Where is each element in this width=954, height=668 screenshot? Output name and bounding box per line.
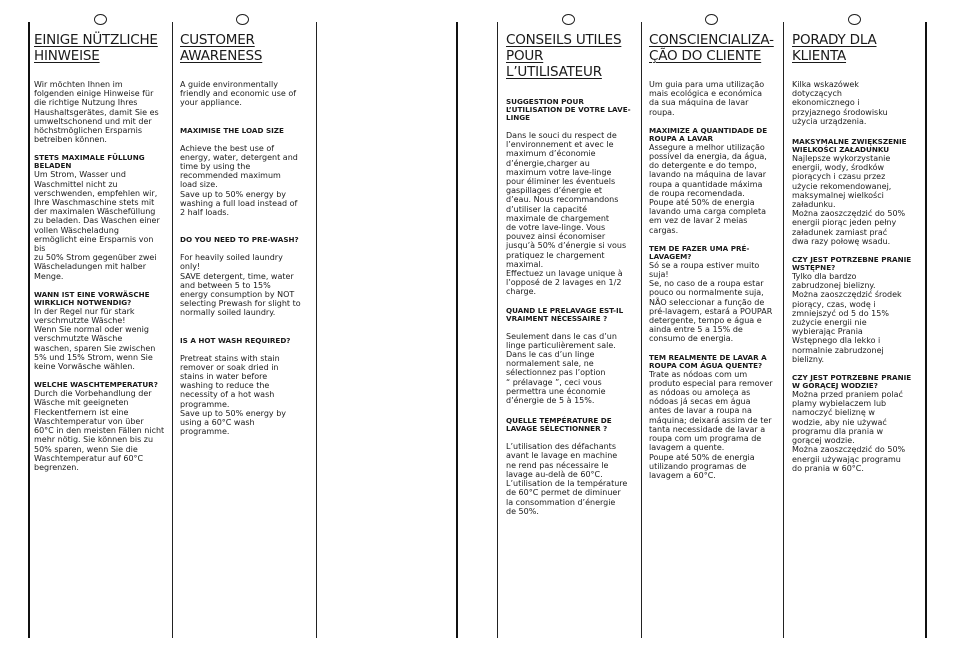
section-text: Só se a roupa estiver muito suja! Se, no caso de a roupa estar pouco ou normalmente suja, NÃO seleccionar a função de pré-lavagem, estará a POUPAR detergente, tempo e água e ainda entre 5 a 15% de consumo de energia.	[649, 260, 773, 344]
section-text: For heavily soiled laundry only! SAVE detergent, time, water and between 5 to 15% energy consumption by NOT selecting Prewash for slight to normally soiled laundry.	[180, 253, 301, 318]
section-heading: MAKSYMALNE ZWIĘKSZENIE WIELKOŚCI ZAŁADUNKU	[792, 137, 907, 155]
section-text: Assegure a melhor utilização possível da energia, da água, do detergente e do tempo, lavando na máquina de lavar roupa a quantidade máxima de roupa recomendada. Poupe até 50% de energia lavando uma carga completa em vez de lavar 2 meias cargas.	[649, 142, 767, 235]
section-heading: QUAND LE PRELAVAGE EST-IL VRAIMENT NÉCESSAIRE ?	[506, 305, 624, 323]
section-heading: MAXIMIZE A QUANTIDADE DE ROUPA A LAVAR	[649, 125, 768, 143]
column-rule	[316, 22, 317, 638]
column-rule	[28, 22, 30, 638]
section-heading: WELCHE WASCHTEMPERATUR?	[34, 380, 158, 390]
column-portuguese	[649, 14, 781, 490]
section-heading: TEM REALMENTE DE LAVAR A ROUPA COM ÁGUA QUENTE?	[649, 352, 767, 370]
column-rule	[925, 22, 927, 638]
section-heading: CZY JEST POTRZEBNE PRANIE W GORĄCEJ WODZIE?	[792, 373, 912, 391]
column-rule	[783, 22, 784, 638]
section-text: Durch die Vorbehandlung der Wäsche mit geeigneten Fleckentfernern ist eine Waschtemperatur von über 60°C in den meisten Fällen nicht mehr nötig. Sie können bis zu 50% sparen, wenn Sie die Waschtemperatur auf 60°C begrenzen.	[34, 389, 165, 472]
section-text: In der Regel nur für stark verschmutzte Wäsche! Wenn Sie normal oder wenig verschmutzte Wäsche waschen, sparen Sie zwischen 5% und 15% Strom, wenn Sie keine Vorwäsche wählen.	[34, 306, 156, 372]
column-title: CONSCIENCIALIZA- ÇÃO DO CLIENTE	[649, 32, 774, 64]
section-text: Najlepsze wykorzystanie energii, wody, środków piorących i czasu przez użycie rekomendowanej, maksymalnej wielkości załadunku. Można zaoszczędzić do 50% energii piorąc jeden pełny załadunek zamiast prać dwa razy połowę wsadu.	[792, 154, 906, 246]
intro-text: Kilka wskazówek dotyczących ekonomicznego i przyjaznego środowisku użycia urządzenia.	[792, 80, 888, 126]
section-text: Dans le souci du respect de l’environnement et avec le maximum d’économie d’énergie,charger au maximum votre lave-linge pour éliminer les éventuels gaspillages d’énergie et d’eau. Nous recommandons d’utiliser la capacité maximale de chargement de votre lave-linge. Vous pouvez ainsi économiser jusqu’à 50% d’énergie si vous pratiquez le chargement maximal. Effectuez un lavage unique à l’opposé de 2 lavages en 1/2 charge.	[506, 131, 627, 297]
section-text: Trate as nódoas com um produto especial para remover as nódoas ou amoleça as nódoas já secas em água antes de lavar a roupa na máquina; deixará assim de ter tanta necessidade de lavar a roupa com um programa de lavagem a quente. Poupe até 50% de energia utilizando programas de lavagem a 60°C.	[649, 369, 773, 480]
intro-text: A guide environmentally friendly and economic use of your appliance.	[180, 80, 297, 108]
section-heading: STETS MAXIMALE FÜLLUNG BELADEN	[34, 153, 145, 171]
column-english	[180, 14, 310, 446]
column-rule	[172, 22, 173, 638]
language-flag-circle-icon	[705, 14, 718, 25]
language-flag-circle-icon	[94, 14, 107, 25]
section-heading: TEM DE FAZER UMA PRÉ- LAVAGEM?	[649, 243, 750, 261]
section-text: Um Strom, Wasser und Waschmittel nicht zu verschwenden, empfehlen wir, Ihre Waschmaschine stets mit der maximalen Wäschefüllung zu beladen. Das Waschen einer vollen Wäscheladung ermöglicht eine Ersparnis von bis zu 50% Strom gegenüber zwei Wäscheladungen mit halber Menge.	[34, 170, 160, 281]
section-heading: CZY JEST POTRZEBNE PRANIE WSTĘPNE?	[792, 255, 912, 273]
section-heading: WANN IST EINE VORWÄSCHE WIRKLICH NOTWENDIG?	[34, 289, 150, 307]
column-title: EINIGE NÜTZLICHE HINWEISE	[34, 32, 158, 64]
section-heading: SUGGESTION POUR L’UTILISATION DE VOTRE LAVE- LINGE	[506, 97, 631, 122]
section-text: Seulement dans le cas d’un linge particulièrement sale. Dans le cas d’un linge normalement sale, ne sélectionnez pas l’option “ prélavage ”, ceci vous permettra une économie d’énergie de 5 à 15%.	[506, 331, 617, 406]
language-flag-circle-icon	[848, 14, 861, 25]
language-flag-circle-icon	[562, 14, 575, 25]
column-title: CUSTOMER AWARENESS	[180, 32, 263, 64]
intro-text: Wir möchten Ihnen im folgenden einige Hinweise für die richtige Nutzung Ihres Haushaltsgerätes, damit Sie es umweltschonend und mit der höchstmöglichen Ersparnis betreiben können.	[34, 80, 159, 145]
column-german	[34, 14, 166, 482]
column-polish	[792, 14, 922, 483]
section-text: Pretreat stains with stain remover or soak dried in stains in water before washing to reduce the necessity of a hot wash programme. Save up to 50% energy by using a 60°C wash programme.	[180, 353, 286, 437]
column-title: PORADY DLA KLIENTA	[792, 32, 877, 64]
language-flag-circle-icon	[236, 14, 249, 25]
section-heading: DO YOU NEED TO PRE-WASH?	[180, 235, 299, 245]
section-text: Achieve the best use of energy, water, detergent and time by using the recommended maximum load size. Save up to 50% energy by washing a full load instead of 2 half loads.	[180, 143, 298, 218]
section-heading: MAXIMISE THE LOAD SIZE	[180, 125, 284, 135]
column-rule	[456, 22, 458, 638]
section-heading: IS A HOT WASH REQUIRED?	[180, 335, 291, 345]
column-rule	[497, 22, 498, 638]
column-title: CONSEILS UTILES POUR L’UTILISATEUR	[506, 32, 622, 80]
intro-text: Um guia para uma utilização mais ecológica e económica da sua máquina de lavar roupa.	[649, 80, 765, 117]
column-rule	[641, 22, 642, 638]
section-text: Tylko dla bardzo zabrudzonej bielizny. Można zaoszczędzić środek piorący, czas, wodę i zmniejszyć od 5 do 15% zużycie energii nie wybierając Prania Wstępnego dla lekko i normalnie zabrudzonej bielizny.	[792, 272, 902, 364]
column-french	[506, 14, 636, 526]
section-text: L’utilisation des défachants avant le lavage en machine ne rend pas nécessaire le lavage au-delà de 60°C. L’utilisation de la température de 60°C permet de diminuer la consommation d’énergie de 50%.	[506, 442, 628, 516]
section-heading: QUELLE TEMPÉRATURE DE LAVAGE SÉLECTIONNER ?	[506, 416, 612, 434]
section-text: Można przed praniem polać plamy wybielaczem lub namoczyć bieliznę w wodzie, aby nie używać programu dla prania w gorącej wodzie. Można zaoszczędzić do 50% energii używając programu do prania w 60°C.	[792, 390, 906, 473]
